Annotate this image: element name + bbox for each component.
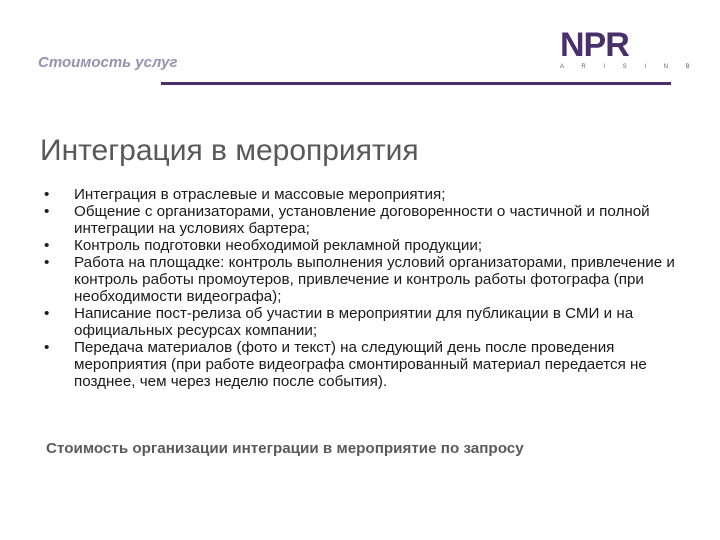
bullet-marker: • [44, 203, 50, 220]
bullet-text: Передача материалов (фото и текст) на следующий день после проведения мероприятия (при работе видеографа смонтированный материал передается не позднее, чем через неделю после события). [74, 339, 647, 390]
bullet-item [44, 237, 684, 254]
bullet-item [44, 305, 684, 339]
npr-logo [560, 26, 698, 78]
bullet-item [44, 339, 684, 390]
bullet-item [44, 186, 684, 203]
bullet-item [44, 203, 684, 237]
logo-text: NPR [560, 26, 629, 64]
bullet-marker: • [44, 237, 50, 254]
bullet-text: Работа на площадке: контроль выполнения условий организаторами, привлечение и контроль работы промоутеров, привлечение и контроль работы фотографа (при необходимости видеографа); [74, 254, 675, 305]
bullet-list [44, 186, 684, 390]
header-divider [161, 82, 671, 85]
bullet-marker: • [44, 254, 50, 271]
bullet-marker: • [44, 305, 50, 322]
bullet-text: Общение с организаторами, установление договоренности о частичной и полной интеграции на условиях бартера; [74, 203, 650, 237]
bullet-text: Контроль подготовки необходимой рекламной продукции; [74, 237, 483, 254]
section-label: Стоимость услуг [38, 54, 178, 71]
pricing-note: Стоимость организации интеграции в мероприятие по запросу [46, 440, 524, 457]
slide-title: Интеграция в мероприятия [40, 134, 419, 167]
logo-subtext: A R I S I N B [560, 64, 698, 70]
bullet-marker: • [44, 186, 50, 203]
bullet-marker: • [44, 339, 50, 356]
bullet-text: Интеграция в отраслевые и массовые мероприятия; [74, 186, 446, 203]
bullet-text: Написание пост-релиза об участии в мероприятии для публикации в СМИ и на официальных ресурсах компании; [74, 305, 634, 339]
bullet-item [44, 254, 684, 305]
